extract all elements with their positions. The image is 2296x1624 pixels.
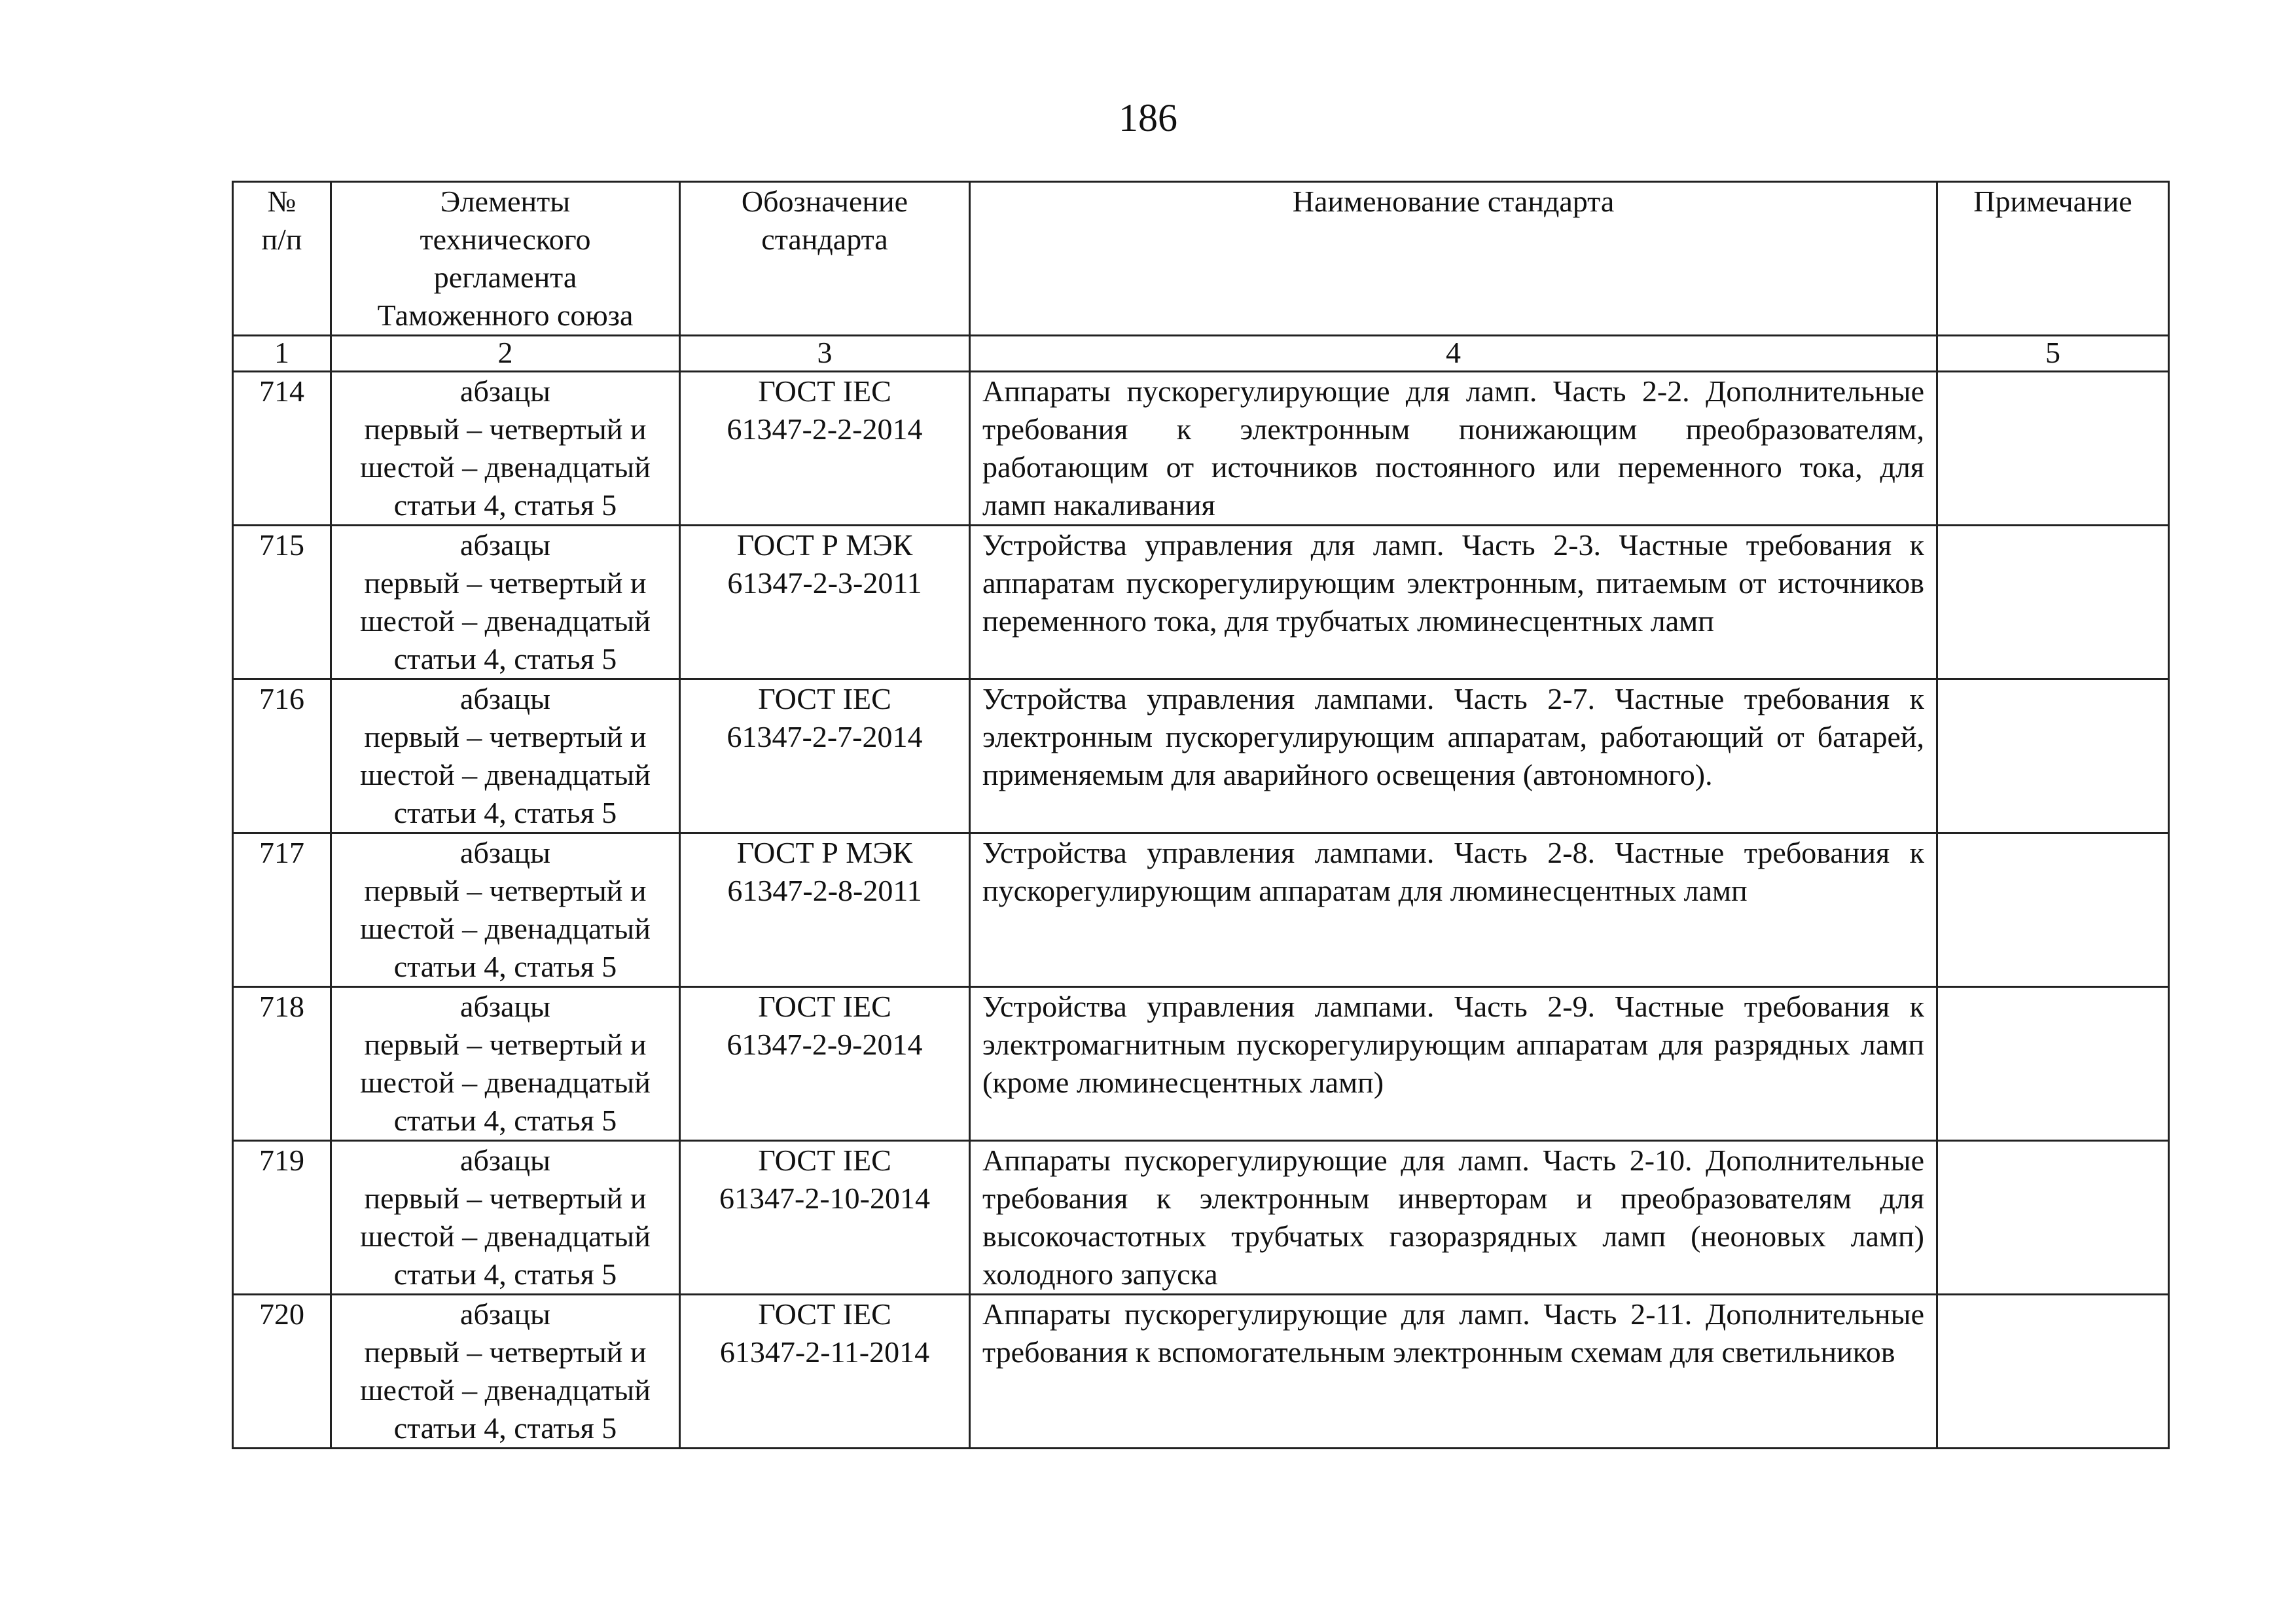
table-row [233, 987, 2169, 1141]
row-number: 714 [233, 372, 331, 526]
row-elements [331, 1295, 680, 1449]
row-code-line: ГОСТ IEC [758, 1144, 891, 1177]
row-code-line: ГОСТ IEC [758, 682, 891, 715]
standards-table [232, 181, 2170, 1449]
row-elements-line: первый – четвертый и [364, 412, 647, 446]
table-row [233, 679, 2169, 833]
row-number: 716 [233, 679, 331, 833]
row-standard-code [680, 987, 970, 1141]
table-row [233, 526, 2169, 679]
row-standard-name: Аппараты пускорегулирующие для ламп. Часть 2-11. Дополнительные требования к вспомогательным электронным схемам для светильников [970, 1295, 1937, 1449]
row-elements [331, 526, 680, 679]
header-num-line: № [267, 185, 296, 218]
row-elements-line: первый – четвертый и [364, 874, 647, 907]
header-note: Примечание [1937, 182, 2169, 336]
row-standard-name: Устройства управления лампами. Часть 2-7. Частные требования к электронным пускорегулирующим аппаратам, работающий от батарей, применяемым для аварийного освещения (автономного). [970, 679, 1937, 833]
page-number: 186 [1119, 96, 1177, 139]
row-standard-code [680, 526, 970, 679]
header-code [680, 182, 970, 336]
row-elements-line: первый – четвертый и [364, 1182, 647, 1215]
row-elements-line: абзацы [460, 836, 550, 869]
row-elements-line: статьи 4, статья 5 [393, 1257, 617, 1291]
row-note [1937, 372, 2169, 526]
column-number: 3 [680, 336, 970, 372]
row-note [1937, 526, 2169, 679]
row-elements [331, 372, 680, 526]
row-elements-line: абзацы [460, 682, 550, 715]
row-code-line: 61347-2-11-2014 [719, 1335, 930, 1369]
row-standard-name: Устройства управления лампами. Часть 2-8. Частные требования к пускорегулирующим аппаратам для люминесцентных ламп [970, 833, 1937, 987]
row-number: 719 [233, 1141, 331, 1295]
row-code-line: ГОСТ IEC [758, 1297, 891, 1331]
header-name: Наименование стандарта [970, 182, 1937, 336]
header-elements-line: Элементы [440, 185, 571, 218]
row-elements-line: первый – четвертый и [364, 1335, 647, 1369]
header-code-line: стандарта [761, 223, 888, 256]
row-elements-line: статьи 4, статья 5 [393, 796, 617, 829]
row-code-line: 61347-2-2-2014 [726, 412, 923, 446]
row-note [1937, 679, 2169, 833]
row-elements-line: абзацы [460, 990, 550, 1023]
row-elements-line: шестой – двенадцатый [360, 912, 651, 945]
row-elements-line: шестой – двенадцатый [360, 1066, 651, 1099]
row-code-line: 61347-2-8-2011 [727, 874, 922, 907]
row-elements-line: абзацы [460, 1297, 550, 1331]
table-row [233, 372, 2169, 526]
header-code-line: Обозначение [741, 185, 908, 218]
table-row [233, 1141, 2169, 1295]
column-number: 2 [331, 336, 680, 372]
row-code-line: ГОСТ Р МЭК [736, 836, 913, 869]
column-number: 1 [233, 336, 331, 372]
row-elements-line: статьи 4, статья 5 [393, 642, 617, 676]
table-row [233, 833, 2169, 987]
row-elements-line: шестой – двенадцатый [360, 450, 651, 484]
header-num-line: п/п [261, 223, 302, 256]
row-elements-line: первый – четвертый и [364, 720, 647, 753]
row-standard-code [680, 679, 970, 833]
row-standard-name: Устройства управления лампами. Часть 2-9. Частные требования к электромагнитным пускорегулирующим аппаратам для разрядных ламп (кроме люминесцентных ламп) [970, 987, 1937, 1141]
table-row [233, 1295, 2169, 1449]
row-note [1937, 1141, 2169, 1295]
row-number: 717 [233, 833, 331, 987]
row-elements-line: абзацы [460, 528, 550, 562]
header-num [233, 182, 331, 336]
row-elements-line: абзацы [460, 1144, 550, 1177]
row-elements-line: шестой – двенадцатый [360, 758, 651, 791]
row-code-line: ГОСТ IEC [758, 990, 891, 1023]
row-note [1937, 987, 2169, 1141]
row-elements-line: шестой – двенадцатый [360, 1373, 651, 1407]
row-standard-code [680, 833, 970, 987]
row-elements-line: статьи 4, статья 5 [393, 950, 617, 983]
header-elements-line: технического [420, 223, 591, 256]
row-code-line: 61347-2-3-2011 [727, 566, 922, 600]
row-elements-line: шестой – двенадцатый [360, 604, 651, 638]
row-elements-line: шестой – двенадцатый [360, 1219, 651, 1253]
row-code-line: 61347-2-7-2014 [726, 720, 923, 753]
row-note [1937, 833, 2169, 987]
row-code-line: 61347-2-9-2014 [726, 1028, 923, 1061]
header-elements-line: Таможенного союза [377, 298, 634, 332]
row-elements [331, 1141, 680, 1295]
row-elements-line: статьи 4, статья 5 [393, 488, 617, 522]
row-standard-name: Аппараты пускорегулирующие для ламп. Часть 2-10. Дополнительные требования к электронным инверторам и преобразователям для высокочастотных трубчатых газоразрядных ламп (неоновых ламп) холодного запуска [970, 1141, 1937, 1295]
header-elements [331, 182, 680, 336]
row-standard-code [680, 372, 970, 526]
row-elements-line: абзацы [460, 374, 550, 408]
row-number: 718 [233, 987, 331, 1141]
row-standard-name: Устройства управления для ламп. Часть 2-3. Частные требования к аппаратам пускорегулирующим электронным, питаемым от источников переменного тока, для трубчатых люминесцентных ламп [970, 526, 1937, 679]
header-elements-line: регламента [433, 261, 577, 294]
column-number: 5 [1937, 336, 2169, 372]
row-elements-line: первый – четвертый и [364, 566, 647, 600]
row-standard-code [680, 1141, 970, 1295]
row-elements [331, 987, 680, 1141]
row-elements-line: статьи 4, статья 5 [393, 1104, 617, 1137]
row-elements-line: статьи 4, статья 5 [393, 1411, 617, 1445]
row-elements [331, 833, 680, 987]
column-number: 4 [970, 336, 1937, 372]
row-code-line: ГОСТ Р МЭК [736, 528, 913, 562]
row-number: 720 [233, 1295, 331, 1449]
row-elements-line: первый – четвертый и [364, 1028, 647, 1061]
row-note [1937, 1295, 2169, 1449]
row-number: 715 [233, 526, 331, 679]
column-number-row [233, 336, 2169, 372]
row-code-line: ГОСТ IEC [758, 374, 891, 408]
row-code-line: 61347-2-10-2014 [719, 1182, 930, 1215]
row-standard-code [680, 1295, 970, 1449]
row-elements [331, 679, 680, 833]
row-standard-name: Аппараты пускорегулирующие для ламп. Часть 2-2. Дополнительные требования к электронным понижающим преобразователям, работающим от источников постоянного или переменного тока, для ламп накаливания [970, 372, 1937, 526]
table-header-row [233, 182, 2169, 336]
